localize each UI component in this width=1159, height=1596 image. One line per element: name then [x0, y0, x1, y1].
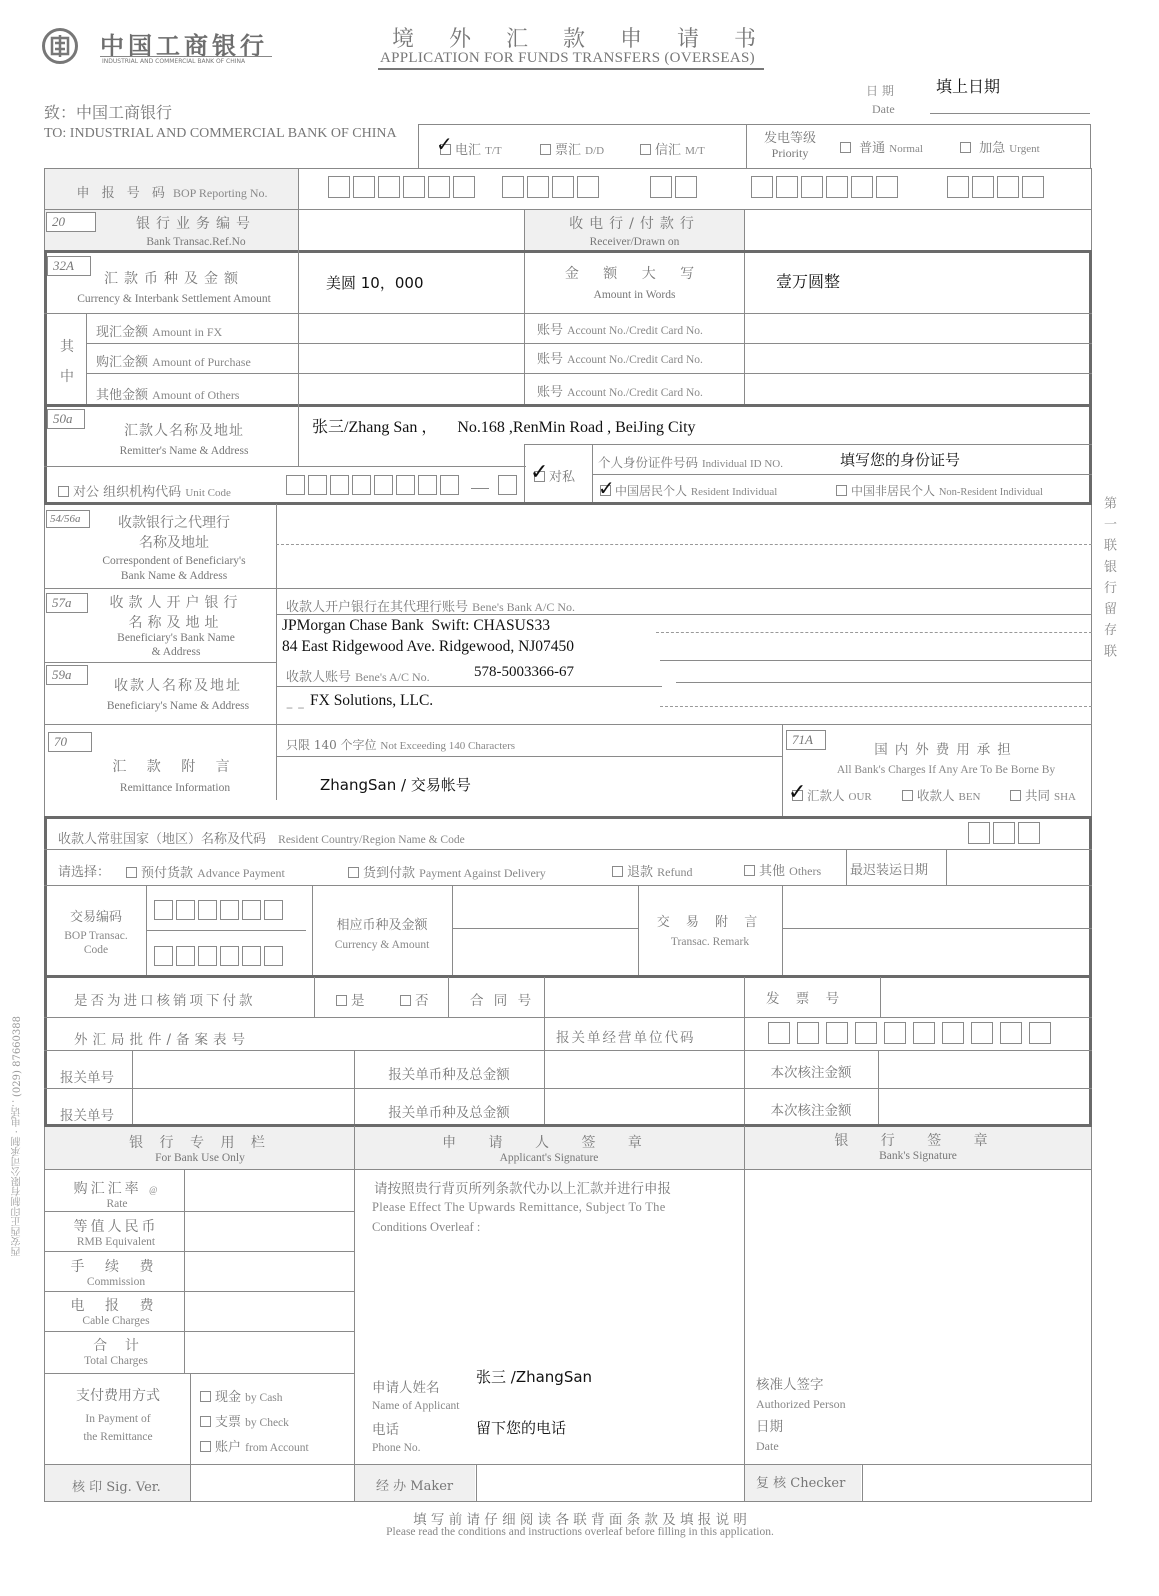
import-yes-option[interactable]: 是	[336, 989, 365, 1009]
acct-others-label: 账号 Account No./Credit Card No.	[537, 385, 703, 400]
transac-remark-field-1[interactable]	[784, 887, 1088, 927]
field54-label: 收款银行之代理行 名称及地址 Correspondent of Beneficiary's Bank Name & Address	[102, 515, 246, 582]
applicant-signature-area[interactable]	[358, 1240, 740, 1366]
applicant-phone-field[interactable]: 留下您的电话	[476, 1419, 567, 1437]
checkbox-account[interactable]	[200, 1441, 211, 1452]
bank-signature-area[interactable]	[748, 1172, 1088, 1362]
commission-field[interactable]	[186, 1253, 352, 1289]
rate-label: 购汇汇率 @ Rate	[73, 1181, 161, 1210]
applicant-phone-label: 电话 Phone No.	[372, 1422, 421, 1454]
checkbox-normal[interactable]	[840, 142, 851, 153]
rate-field[interactable]	[186, 1171, 352, 1209]
check-mark-tt: ✓	[436, 132, 453, 156]
check-mark-private: ✓	[530, 460, 549, 485]
bank-name-cn: 中国工商银行	[100, 32, 268, 60]
payment-type-row: 请选择：	[58, 865, 111, 880]
acct-fx-label: 账号 Account No./Credit Card No.	[537, 323, 703, 338]
checkbox-urgent[interactable]	[960, 142, 971, 153]
applicant-statement-en-2: Conditions Overleaf :	[372, 1220, 481, 1234]
date-underline	[930, 113, 1090, 114]
field-tag-20: 20	[46, 212, 96, 232]
priority-option-urgent[interactable]: 加急 Urgent	[960, 137, 1040, 156]
verify-amount-field-1[interactable]	[880, 1052, 1088, 1086]
customs-no-field-2[interactable]	[134, 1090, 352, 1123]
commission-label: 手 续 费 Commission	[70, 1259, 162, 1288]
priority-option-normal[interactable]: 普通 Normal	[840, 137, 923, 156]
approval-no-label: 外汇局批件/备案表号	[74, 1032, 251, 1048]
invoice-no-field[interactable]	[882, 979, 1088, 1015]
contract-no-field[interactable]	[546, 979, 742, 1015]
nonresident-option[interactable]: 中国非居民个人 Non-Resident Individual	[836, 482, 1043, 499]
bene-bank-line1[interactable]: JPMorgan Chase Bank Swift: CHASUS33	[282, 617, 550, 634]
country-code-boxes[interactable]	[968, 822, 1043, 848]
acct-fx-field[interactable]	[746, 316, 1088, 342]
bop-number-boxes[interactable]	[328, 176, 1047, 202]
currency-amount-field[interactable]: 美圆 10，000	[326, 274, 424, 292]
amount-purchase-field[interactable]	[300, 346, 522, 372]
transac-amount-field-1[interactable]	[454, 887, 636, 927]
approval-no-field[interactable]	[316, 1019, 536, 1049]
latest-ship-date-label: 最迟装运日期	[850, 863, 929, 878]
method-option-tt[interactable]: 电汇 T/T	[440, 139, 502, 158]
field32a-label: 汇款币种及金额 Currency & Interbank Settlement Amount	[77, 271, 271, 305]
amount-others-field[interactable]	[300, 376, 522, 404]
date-value[interactable]: 填上日期	[936, 77, 1001, 96]
invoice-no-label: 发 票 号	[766, 991, 846, 1007]
bene-bank-line2[interactable]: 84 East Ridgewood Ave. Ridgewood, NJ07450	[282, 638, 575, 655]
latest-ship-date-field[interactable]	[948, 851, 1088, 883]
among-label: 其 中	[60, 339, 74, 385]
field59a-label: 收款人名称及地址 Beneficiary's Name & Address	[106, 678, 250, 712]
transac-amount-field-2[interactable]	[454, 930, 636, 974]
checkbox-sha[interactable]	[1010, 790, 1021, 801]
field71a-label: 国内外费用承担 All Bank's Charges If Any Are To Be Borne By	[836, 742, 1056, 776]
amount-in-words-field[interactable]: 壹万圆整	[776, 272, 841, 291]
rmb-equivalent-field[interactable]	[186, 1213, 352, 1249]
checkbox-import-yes[interactable]	[336, 995, 347, 1006]
corporate-option[interactable]: 对公 组织机构代码 Unit Code	[58, 481, 231, 500]
copy-label-side: 第 一 联 银 行 留 存 联	[1101, 496, 1116, 659]
customs-no-field-1[interactable]	[134, 1052, 352, 1086]
footer-note-cn: 填 写 前 请 仔 细 阅 读 各 联 背 面 条 款 及 填 报 说 明	[413, 1512, 747, 1528]
printer-credit-side: 西安西正印制有限公司承制 · 电话：(029) 87660388	[12, 1016, 23, 1257]
field20-label: 银行业务编号 Bank Transac.Ref.No	[136, 216, 256, 248]
checkbox-refund[interactable]	[612, 866, 623, 877]
payment-others-option[interactable]: 其他 Others	[744, 860, 821, 879]
method-option-dd[interactable]: 票汇 D/D	[540, 139, 604, 158]
priority-label: 发电等级 Priority	[763, 131, 816, 160]
bank-signature-title: 银 行 签 章 Bank's Signature	[834, 1133, 1002, 1162]
bene-name-field[interactable]: FX Solutions, LLC.	[310, 692, 434, 709]
customs-total-field-1[interactable]	[546, 1052, 742, 1086]
cable-charges-field[interactable]	[186, 1293, 352, 1329]
field57a-label: 收款人开户银行 名称及地址 Beneficiary's Bank Name & Address	[109, 595, 243, 658]
rmb-equivalent-label: 等值人民币 RMB Equivalent	[73, 1219, 159, 1248]
transac-remark-field-2[interactable]	[784, 930, 1088, 974]
receiver-field[interactable]	[746, 212, 1090, 248]
bene-bank-acct-label: 收款人开户银行在其代理行账号 Bene's Bank A/C No.	[286, 600, 575, 615]
checkbox-cash[interactable]	[200, 1391, 211, 1402]
checkbox-check[interactable]	[200, 1416, 211, 1427]
resident-option[interactable]: 中国居民个人 Resident Individual	[600, 482, 777, 499]
checkbox-nonresident[interactable]	[836, 485, 847, 496]
total-charges-field[interactable]	[186, 1333, 352, 1371]
applicant-signature-title: 申 请 人 签 章 Applicant's Signature	[442, 1135, 656, 1164]
checker-label: 复 核 Checker	[756, 1476, 846, 1491]
payment-refund-option[interactable]: 退款 Refund	[612, 861, 692, 880]
contract-no-label: 合 同 号	[470, 993, 535, 1009]
verify-amount-field-2[interactable]	[880, 1090, 1088, 1123]
verify-amount-label-2: 本次核注金额	[770, 1103, 852, 1119]
date-label-en: Date	[872, 102, 895, 116]
field-tag-32a: 32A	[47, 256, 91, 276]
customs-total-field-2[interactable]	[546, 1090, 742, 1123]
maker-field[interactable]	[478, 1466, 742, 1500]
verify-amount-label-1: 本次核注金额	[770, 1065, 852, 1081]
bank-logo-icon	[42, 28, 78, 64]
payment-advance-option[interactable]: 预付货款 Advance Payment	[126, 862, 285, 881]
checkbox-mt[interactable]	[640, 144, 651, 155]
field50a-label: 汇款人名称及地址 Remitter's Name & Address	[119, 423, 249, 457]
individual-id-label: 个人身份证件号码 Individual ID NO.	[598, 455, 783, 470]
pay-by-check-option[interactable]: 支票 by Check	[200, 1411, 289, 1430]
bank-use-title: 银 行 专 用 栏 For Bank Use Only	[129, 1135, 271, 1164]
charges-our-option[interactable]: 汇款人 OUR	[792, 786, 872, 804]
bank-name-underline	[100, 56, 272, 57]
acct-purchase-field[interactable]	[746, 346, 1088, 372]
field70-label: 汇 款 附 言 Remittance Information	[112, 759, 238, 794]
unit-code-boxes[interactable]	[286, 475, 520, 499]
form-title-en: APPLICATION FOR FUNDS TRANSFERS (OVERSEAS)	[380, 50, 755, 66]
pay-from-account-option[interactable]: 账户 from Account	[200, 1436, 309, 1455]
bene-acct-field[interactable]: 578-5003366-67	[474, 664, 574, 680]
applicant-name-label: 申请人姓名 Name of Applicant	[372, 1380, 460, 1412]
amount-fx-field[interactable]	[300, 316, 522, 342]
field-tag-59a: 59a	[46, 665, 88, 685]
sig-ver-label: 核 印 Sig. Ver.	[72, 1480, 161, 1495]
amount-purchase-label: 购汇金额 Amount of Purchase	[96, 355, 251, 370]
field-tag-54-56a: 54/56a	[46, 510, 90, 528]
applicant-statement-cn: 请按照贵行背页所列条款代办以上汇款并进行申报	[374, 1181, 671, 1197]
bank-name-en: INDUSTRIAL AND COMMERCIAL BANK OF CHINA	[102, 58, 246, 65]
cable-charges-label: 电 报 费 Cable Charges	[70, 1298, 162, 1327]
check-mark-resident: ✓	[598, 476, 615, 500]
acct-others-field[interactable]	[746, 376, 1088, 404]
checkbox-delivery[interactable]	[348, 867, 359, 878]
limit-note: 只限 140 个字位 Not Exceeding 140 Characters	[286, 738, 516, 752]
checkbox-import-no[interactable]	[400, 995, 411, 1006]
individual-id-field[interactable]: 填写您的身份证号	[840, 451, 961, 469]
transac-code-boxes-1[interactable]	[154, 900, 286, 924]
date-label-cn: 日 期	[866, 84, 894, 98]
country-label: 收款人常驻国家（地区）名称及代码 Resident Country/Region Name & Code	[58, 832, 465, 847]
import-question-label: 是否为进口核销项下付款	[74, 993, 256, 1009]
remitter-name-address-field[interactable]: 张三/Zhang San ， No.168 ,RenMin Road , BeiJing City	[312, 419, 696, 436]
checkbox-ben[interactable]	[902, 790, 913, 801]
field-tag-50a: 50a	[47, 409, 85, 429]
customs-no-label-2: 报关单号	[60, 1108, 114, 1124]
customs-no-label-1: 报关单号	[60, 1070, 114, 1086]
checkbox-advance[interactable]	[126, 867, 137, 878]
checkbox-corporate[interactable]	[58, 486, 69, 497]
title-underline	[378, 68, 764, 70]
transac-code-label: 交易编码 BOP Transac. Code	[64, 910, 128, 956]
checkbox-dd[interactable]	[540, 144, 551, 155]
customs-unit-code-boxes[interactable]	[768, 1022, 1058, 1048]
charges-ben-option[interactable]: 收款人 BEN	[902, 786, 981, 804]
customs-unit-code-label: 报关单经营单位代码	[556, 1030, 696, 1046]
checker-field[interactable]	[864, 1466, 1088, 1500]
sig-ver-field[interactable]	[192, 1466, 352, 1500]
maker-label: 经 办 Maker	[376, 1479, 454, 1494]
checkbox-others[interactable]	[744, 865, 755, 876]
authorized-person-label: 核准人签字 Authorized Person 日期 Date	[756, 1377, 846, 1453]
to-line-cn: 致：中国工商银行	[44, 103, 173, 122]
currency-amount-label: 相应币种及金额 Currency & Amount	[334, 918, 430, 951]
remittance-info-field[interactable]: ZhangSan / 交易帐号	[320, 776, 471, 794]
bop-label: 申 报 号 码 BOP Reporting No.	[76, 186, 268, 201]
acct-purchase-label: 账号 Account No./Credit Card No.	[537, 352, 703, 367]
payment-method-label: 支付费用方式 In Payment of the Remittance	[76, 1388, 160, 1443]
import-no-option[interactable]: 否	[400, 989, 429, 1009]
total-charges-label: 合 计 Total Charges	[84, 1338, 148, 1367]
pay-by-cash-option[interactable]: 现金 by Cash	[200, 1386, 283, 1405]
amount-others-label: 其他金额 Amount of Others	[96, 388, 240, 403]
field-tag-70: 70	[48, 732, 92, 752]
field-tag-71a: 71A	[786, 730, 826, 750]
transac-remark-label: 交 易 附 言 Transac. Remark	[656, 915, 764, 948]
footer-note-en: Please read the conditions and instructions overleaf before filling in this application.	[386, 1526, 774, 1538]
customs-total-label-1: 报关单币种及总金额	[388, 1067, 510, 1083]
payment-delivery-option[interactable]: 货到付款 Payment Against Delivery	[348, 862, 546, 881]
applicant-statement-en-1: Please Effect The Upwards Remittance, Subject To The	[372, 1200, 666, 1214]
private-option[interactable]: 对私	[534, 466, 575, 485]
method-priority-divider	[746, 124, 747, 168]
field-tag-57a: 57a	[46, 593, 88, 613]
to-line-en: TO: INDUSTRIAL AND COMMERCIAL BANK OF CHINA	[44, 126, 397, 141]
method-option-mt[interactable]: 信汇 M/T	[640, 139, 705, 158]
correspondent-bank-field[interactable]	[280, 508, 1088, 588]
receiver-label: 收电行/付款行 Receiver/Drawn on	[569, 216, 700, 248]
form-title-cn: 境 外 汇 款 申 请 书	[392, 27, 770, 52]
amount-fx-label: 现汇金额 Amount in FX	[96, 325, 223, 340]
bene-acct-label: 收款人账号 Bene's A/C No.	[286, 670, 430, 685]
bank-ref-no-field[interactable]	[300, 212, 522, 248]
customs-total-label-2: 报关单币种及总金额	[388, 1105, 510, 1121]
transac-code-boxes-2[interactable]	[154, 946, 286, 970]
check-mark-our: ✓	[788, 780, 807, 805]
amount-in-words-label: 金 额 大 写 Amount in Words	[564, 266, 705, 301]
applicant-name-field[interactable]: 张三 /ZhangSan	[476, 1368, 593, 1386]
charges-sha-option[interactable]: 共同 SHA	[1010, 786, 1076, 804]
